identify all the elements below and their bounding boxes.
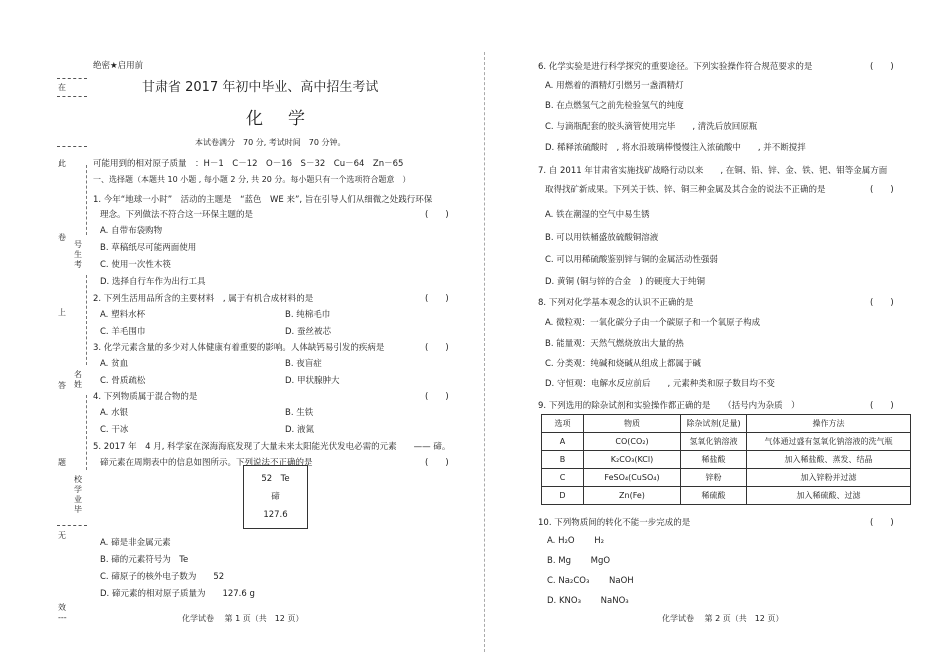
option: A. 自带布袋购物	[100, 226, 163, 236]
option: B. Mg MgO	[547, 556, 611, 566]
table-header: 物质	[584, 415, 681, 433]
question-stem: 取得找矿新成果。下列关于铁、锌、铜三种金属及其合金的说法不正确的是	[545, 185, 826, 195]
option: C. 骨质疏松	[100, 376, 146, 386]
dash-divider	[57, 96, 87, 97]
table-header-row	[542, 415, 911, 433]
option: D. 选择自行车作为出行工具	[100, 277, 206, 287]
table-cell: Zn(Fe)	[584, 487, 681, 505]
impurity-removal-table	[541, 414, 911, 505]
table-cell: 加入稀盐酸、蒸发、结晶	[747, 451, 911, 469]
seal-char: ---	[58, 613, 67, 622]
tile-element-name: 碲	[271, 492, 280, 502]
option: C. Na₂CO₃ NaOH	[547, 576, 634, 586]
answer-bracket: ( )	[425, 294, 449, 304]
dash-divider	[57, 146, 87, 147]
question-stem: 2. 下列生活用品所含的主要材料 , 属于有机合成材料的是	[93, 294, 314, 304]
option: D. 稀释浓硫酸时 , 将水沿玻璃棒慢慢注入浓硫酸中 , 并不断搅拌	[545, 143, 806, 153]
secret-label: 绝密★启用前	[93, 61, 144, 71]
option: D. 蚕丝被芯	[285, 327, 331, 337]
option: A. 微粒观：一氧化碳分子由一个碳原子和一个氧原子构成	[545, 318, 761, 328]
question-stem: 碲元素在周期表中的信息如图所示。下列说法不正确的是	[100, 458, 313, 468]
table-row	[542, 451, 911, 469]
option: A. 塑料水杯	[100, 310, 146, 320]
option: A. H₂O H₂	[547, 536, 605, 546]
seal-char: 答	[58, 381, 66, 390]
option: C. 分类观：纯碱和烧碱从组成上都属于碱	[545, 359, 701, 369]
option: C. 碲原子的核外电子数为 52	[100, 572, 225, 582]
table-header: 选项	[542, 415, 584, 433]
option: D. 黄铜 (铜与锌的合金 ) 的硬度大于纯铜	[545, 277, 705, 287]
option: A. 用燃着的酒精灯引燃另一盏酒精灯	[545, 81, 684, 91]
atomic-mass-line: 可能用到的相对原子质量 ：H－1 C－12 O－16 S－32 Cu－64 Zn－65	[93, 159, 404, 169]
option: B. 在点燃氢气之前先检验氢气的纯度	[545, 101, 684, 111]
option: B. 纯棉毛巾	[285, 310, 331, 320]
section-heading: 一、选择题（本题共 10 小题 , 每小题 2 分, 共 20 分。每小题只有一个选项符合题意 ）	[93, 175, 411, 184]
seal-line-sidebar	[44, 60, 86, 660]
name-label: 名姓	[74, 370, 82, 389]
answer-bracket: ( )	[870, 298, 894, 308]
option: C. 羊毛围巾	[100, 327, 146, 337]
school-label: 校学业毕	[74, 475, 82, 514]
question-stem: 5. 2017 年 4 月, 科学家在深海海底发现了大量未来太阳能光伏发电必需的元素 —— 碲。	[93, 442, 451, 452]
table-row	[542, 487, 911, 505]
page-divider	[484, 52, 485, 652]
option: D. 碲元素的相对原子质量为 127.6 g	[100, 589, 255, 599]
answer-bracket: ( )	[425, 392, 449, 402]
table-cell: 稀硫酸	[681, 487, 747, 505]
seal-char: 效	[58, 603, 66, 612]
table-row	[542, 469, 911, 487]
table-cell: A	[542, 433, 584, 451]
option: D. 甲状腺肿大	[285, 376, 340, 386]
answer-bracket: ( )	[870, 518, 894, 528]
answer-bracket: ( )	[870, 401, 894, 411]
answer-bracket: ( )	[425, 343, 449, 353]
question-stem: 1. 今年“地球一小时” 活动的主题是 “蓝色 WE 来”, 旨在引导人们从细微之处践行环保	[93, 195, 433, 205]
answer-bracket: ( )	[870, 62, 894, 72]
answer-bracket: ( )	[425, 458, 449, 468]
tile-atomic-mass: 127.6	[263, 510, 288, 520]
question-stem: 7. 自 2011 年甘肃省实施找矿战略行动以来 , 在铜、铅、锌、金、铁、钯、钼等金属方面	[538, 166, 888, 176]
option: A. 贫血	[100, 359, 129, 369]
option: B. 可以用铁桶盛放硫酸铜溶液	[545, 233, 659, 243]
option: B. 碲的元素符号为 Te	[100, 555, 189, 565]
dash-divider	[57, 78, 87, 79]
periodic-tile-te	[243, 465, 308, 529]
dash-divider	[57, 525, 87, 526]
option: A. 碲是非金属元素	[100, 538, 171, 548]
table-row	[542, 433, 911, 451]
option: B. 夜盲症	[285, 359, 322, 369]
exam-number-label: 号生考	[74, 240, 82, 269]
table-header: 操作方法	[747, 415, 911, 433]
option: D. 液氮	[285, 425, 314, 435]
question-stem: 3. 化学元素含量的多少对人体健康有着重要的影响。人体缺钙易引发的疾病是	[93, 343, 385, 353]
table-cell: K₂CO₃(KCl)	[584, 451, 681, 469]
table-cell: C	[542, 469, 584, 487]
seal-char: 题	[58, 458, 66, 467]
seal-char: 在	[58, 83, 66, 92]
table-cell: 加入锌粉并过滤	[747, 469, 911, 487]
question-stem: 理念。下列做法不符合这一环保主题的是	[100, 210, 254, 220]
seal-char: 此	[58, 159, 66, 168]
option: C. 干冰	[100, 425, 129, 435]
table-cell: B	[542, 451, 584, 469]
table-cell: 锌粉	[681, 469, 747, 487]
page-footer-left: 化学试卷 第 1 页（共 12 页）	[182, 614, 304, 623]
option: C. 使用一次性木筷	[100, 260, 171, 270]
table-cell: FeSO₄(CuSO₄)	[584, 469, 681, 487]
subject-title: 化 学	[246, 109, 309, 129]
table-cell: 稀盐酸	[681, 451, 747, 469]
question-stem: 10. 下列物质间的转化不能一步完成的是	[538, 518, 691, 528]
seal-char: 上	[58, 308, 66, 317]
seal-char: 卷	[58, 233, 66, 242]
option: B. 能量观：天然气燃烧放出大量的热	[545, 339, 684, 349]
option: B. 生铁	[285, 408, 314, 418]
table-header: 除杂试剂(足量)	[681, 415, 747, 433]
question-stem: 9. 下列选用的除杂试剂和实验操作都正确的是 （括号内为杂质 ）	[538, 401, 800, 411]
option: D. 守恒观：电解水反应前后 , 元素种类和原子数目均不变	[545, 379, 775, 389]
table-cell: 气体通过盛有氢氧化钠溶液的洗气瓶	[747, 433, 911, 451]
option: A. 铁在潮湿的空气中易生锈	[545, 210, 650, 220]
exam-info: 本试卷满分 70 分, 考试时间 70 分钟。	[195, 138, 346, 147]
table-cell: D	[542, 487, 584, 505]
seal-char: 无	[58, 531, 66, 540]
answer-bracket: ( )	[870, 185, 894, 195]
option: A. 水银	[100, 408, 129, 418]
option: B. 草稿纸尽可能两面使用	[100, 243, 197, 253]
option: C. 可以用稀硫酸鉴别锌与铜的金属活动性强弱	[545, 255, 718, 265]
option: D. KNO₃ NaNO₃	[547, 596, 629, 606]
option: C. 与滴瓶配套的胶头滴管使用完毕 , 清洗后放回原瓶	[545, 122, 758, 132]
page-footer-right: 化学试卷 第 2 页（共 12 页）	[662, 614, 784, 623]
tile-atomic-number: 52 Te	[261, 474, 290, 484]
question-stem: 6. 化学实验是进行科学探究的重要途径。下列实验操作符合规范要求的是	[538, 62, 813, 72]
question-stem: 8. 下列对化学基本观念的认识不正确的是	[538, 298, 694, 308]
exam-title: 甘肃省 2017 年初中毕业、高中招生考试	[142, 80, 379, 95]
question-stem: 4. 下列物质属于混合物的是	[93, 392, 198, 402]
table-cell: CO(CO₂)	[584, 433, 681, 451]
answer-bracket: ( )	[425, 210, 449, 220]
dash-divider	[86, 275, 88, 365]
dash-divider	[86, 395, 88, 470]
dash-divider	[86, 165, 88, 235]
table-cell: 氢氧化钠溶液	[681, 433, 747, 451]
table-cell: 加入稀硫酸、过滤	[747, 487, 911, 505]
